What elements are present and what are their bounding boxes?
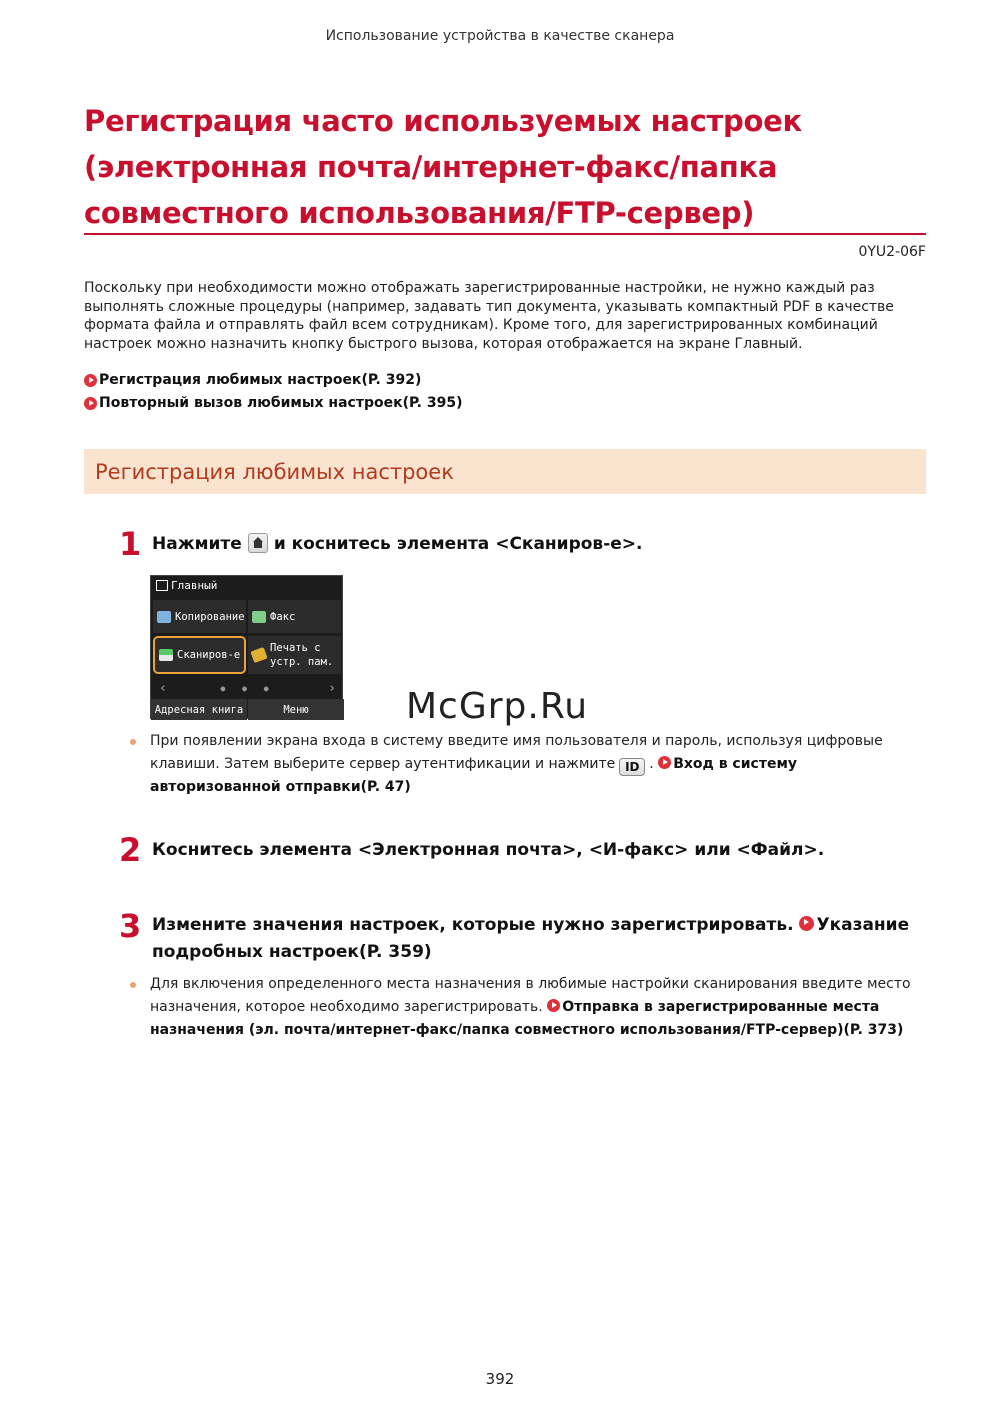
step-number: 2 xyxy=(119,831,142,869)
document-id: 0YU2-06F xyxy=(858,244,926,260)
home-key-icon xyxy=(248,533,268,553)
screen-print-label-2: устр. пам. xyxy=(270,656,334,668)
step-number: 3 xyxy=(119,907,142,945)
arrow-right-icon xyxy=(547,999,560,1012)
screen-menu-button[interactable] xyxy=(248,699,344,720)
step-3-note xyxy=(150,973,930,1042)
screen-print-label-1: Печать с xyxy=(270,642,321,654)
screen-copy-button[interactable] xyxy=(153,600,246,633)
fax-icon xyxy=(252,611,266,623)
arrow-right-icon xyxy=(84,374,97,387)
link-label: Повторный вызов любимых настроек(P. 395) xyxy=(99,395,463,411)
section-title: Регистрация любимых настроек xyxy=(95,459,454,484)
screen-print-memory-button[interactable] xyxy=(248,636,341,674)
link-label: Отправка в зарегистрированные места назначения (эл. почта/интернет-факс/папка совместного использования/FTP-сервер)(P. 373) xyxy=(150,999,904,1038)
intro-paragraph: Поскольку при необходимости можно отображать зарегистрированные настройки, не нужно каждый раз выполнять сложные процедуры (например, задавать тип документа, указывать компактный PDF в качестве формата файла и отправлять файл всем сотрудникам). Кроме того, для зарегистрированных комбинаций настроек можно назначить кнопку быстрого вызова, которая отображается на экране Главный. xyxy=(84,280,894,352)
screen-nav xyxy=(151,679,344,698)
screen-copy-label: Копирование xyxy=(175,610,245,623)
running-header: Использование устройства в качестве сканера xyxy=(325,28,675,44)
device-screen xyxy=(150,575,343,719)
scan-icon xyxy=(159,649,173,661)
step-number: 1 xyxy=(119,525,142,563)
step-1-text xyxy=(152,531,642,558)
link-label: Указание подробных настроек(P. 359) xyxy=(152,915,910,962)
step-1-text-after: и коснитесь элемента <Сканиров-е>. xyxy=(273,534,643,554)
bullet-icon xyxy=(130,982,136,988)
link-register-favorites[interactable] xyxy=(84,372,421,388)
arrow-right-icon xyxy=(799,916,814,931)
bullet-icon xyxy=(130,739,136,745)
link-recall-favorites[interactable] xyxy=(84,395,463,411)
step-3-text xyxy=(152,912,922,966)
screen-header xyxy=(156,579,217,592)
screen-bottom-bar xyxy=(151,699,344,720)
link-label: Вход в систему авторизованной отправки(P. 47) xyxy=(150,756,798,795)
step-2-text: Коснитесь элемента <Электронная почта>, <И-факс> или <Файл>. xyxy=(152,840,825,860)
screen-scan-button[interactable] xyxy=(153,636,246,674)
step-3-text-main: Измените значения настроек, которые нужно зарегистрировать. xyxy=(152,915,794,935)
screen-header-label: Главный xyxy=(171,579,218,592)
link-label: Регистрация любимых настроек(P. 392) xyxy=(99,372,422,388)
step-1-note: При появлении экрана входа в систему введите имя пользователя и пароль, используя цифровые клавиши. Затем выберите сервер аутентификации и нажмите ID . Вход в систему авторизованной отправки(P. 47) xyxy=(150,733,883,795)
usb-memory-icon xyxy=(250,647,267,663)
screen-address-book-label: Адресная книга xyxy=(154,703,244,716)
screen-menu-label: Меню xyxy=(283,703,309,716)
page-title: Регистрация часто используемых настроек (электронная почта/интернет-факс/папка совместного использования/FTP-сервер) xyxy=(84,104,802,230)
screen-address-book-button[interactable] xyxy=(151,699,247,720)
screen-fax-label: Факс xyxy=(270,610,296,623)
step-3-note-text: Для включения определенного места назначения в любимые настройки сканирования введите место назначения, которое необходимо зарегистрировать. xyxy=(150,976,911,1015)
step-1-text-before: Нажмите xyxy=(152,534,242,554)
arrow-right-icon xyxy=(84,397,97,410)
home-icon xyxy=(156,580,168,591)
screen-fax-button[interactable] xyxy=(248,600,341,633)
copy-icon xyxy=(157,611,171,623)
step-1-note-text: При появлении экрана входа в систему введите имя пользователя и пароль, используя цифровые клавиши. Затем выберите сервер аутентификации и нажмите xyxy=(150,733,883,772)
screen-scan-label: Сканиров-е xyxy=(177,649,241,661)
id-key-icon: ID xyxy=(619,758,645,776)
arrow-right-icon xyxy=(658,756,671,769)
screen-prev-arrow-icon[interactable]: ‹ xyxy=(159,681,167,696)
watermark: McGrp.Ru xyxy=(406,686,589,727)
page-number: 392 xyxy=(485,1370,515,1388)
page-dots-icon: ● ● ● xyxy=(220,684,275,693)
screen-next-arrow-icon[interactable]: › xyxy=(328,681,336,696)
title-divider xyxy=(84,233,926,235)
section-heading xyxy=(84,449,926,494)
